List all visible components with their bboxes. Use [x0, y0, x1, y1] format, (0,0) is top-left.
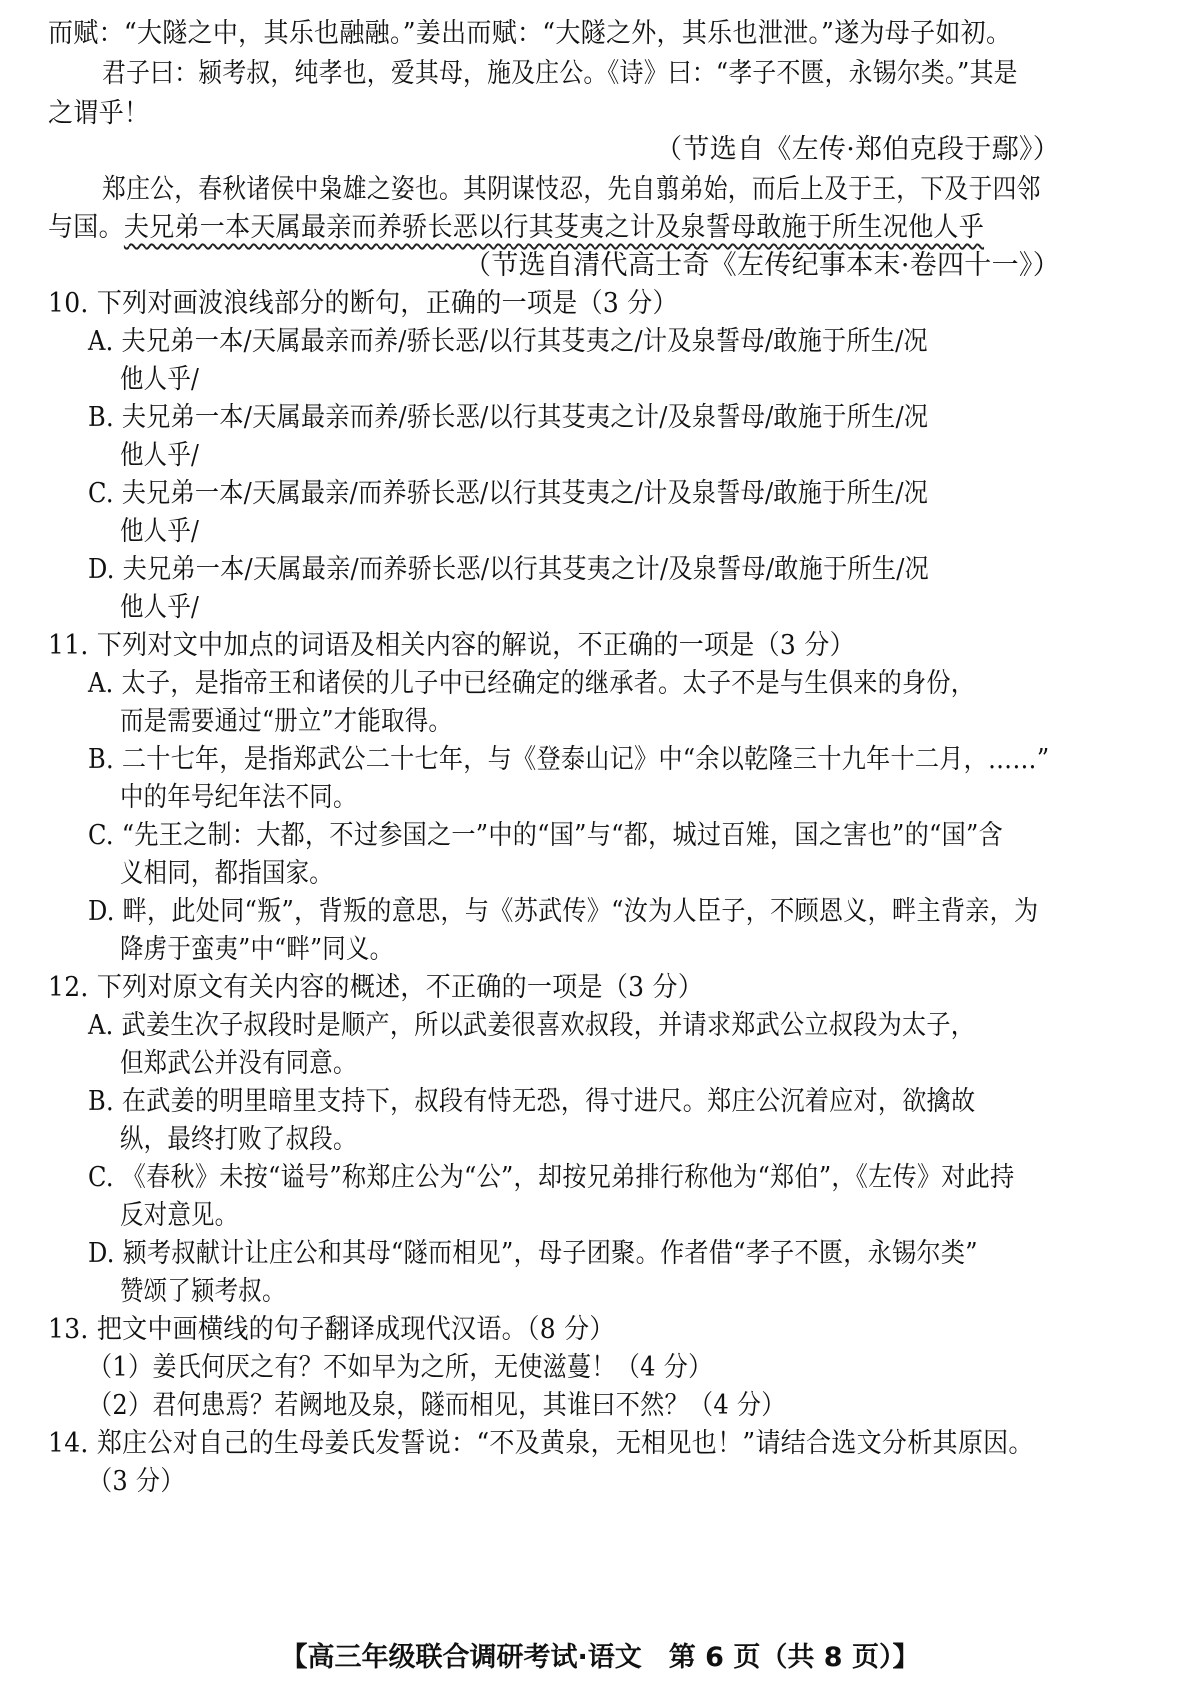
option-a: A. 太子，是指帝王和诸侯的儿子中已经确定的继承者。太子不是与生俱来的身份， [88, 668, 976, 699]
option-c-cont: 义相同，都指国家。 [120, 858, 333, 889]
option-a-cont: 而是需要通过“册立”才能取得。 [120, 706, 453, 737]
question-13-stem: 13. 把文中画横线的句子翻译成现代汉语。（8 分） [48, 1314, 615, 1345]
option-b: B. 在武姜的明里暗里支持下，叔段有恃无恐，得寸进尺。郑庄公沉着应对，欲擒故 [88, 1086, 976, 1117]
option-c-cont: 他人乎/ [120, 516, 200, 547]
question-11-stem: 11. 下列对文中加点的词语及相关内容的解说，不正确的一项是（3 分） [48, 630, 855, 661]
option-b-cont: 中的年号纪年法不同。 [120, 782, 357, 813]
question-10-stem: 10. 下列对画波浪线部分的断句，正确的一项是（3 分） [48, 288, 678, 319]
option-a-cont: 但郑武公并没有同意。 [120, 1048, 357, 1079]
passage-line: 郑庄公，春秋诸侯中枭雄之姿也。其阴谋忮忍，先自翦弟始，而后上及于王，下及于四邻 [102, 174, 1041, 205]
passage-line: 君子曰：颍考叔，纯孝也，爱其母，施及庄公。《诗》曰：“孝子不匮，永锡尔类。”其是 [102, 58, 1018, 89]
passage-line: 而赋：“大隧之中，其乐也融融。”姜出而赋：“大隧之外，其乐也泄泄。”遂为母子如初。 [48, 18, 1012, 49]
option-a: A. 武姜生次子叔段时是顺产，所以武姜很喜欢叔段，并请求郑武公立叔段为太子， [88, 1010, 976, 1041]
option-d: D. 夫兄弟一本/天属最亲/而养骄长恶/以行其芟夷之计/及泉誓母/敢施于所生/况 [88, 554, 930, 585]
page-footer: 【高三年级联合调研考试·语文 第 6 页（共 8 页）】 [280, 1642, 920, 1673]
option-d-cont: 赞颂了颍考叔。 [120, 1276, 286, 1307]
option-c: C. 《春秋》未按“谥号”称郑庄公为“公”，却按兄弟排行称他为“郑伯”，《左传》对此持 [88, 1162, 1015, 1193]
passage-line: 之谓乎！ [48, 98, 150, 129]
passage-line [48, 208, 1160, 248]
question-12-stem: 12. 下列对原文有关内容的概述，不正确的一项是（3 分） [48, 972, 704, 1003]
option-d: D. 畔，此处同“叛”，背叛的意思，与《苏武传》“汝为人臣子，不顾恩义，畔主背亲，为 [88, 896, 1039, 927]
option-c-cont: 反对意见。 [120, 1200, 239, 1231]
option-d-cont: 降虏于蛮夷”中“畔”同义。 [120, 934, 394, 965]
option-b: B. 夫兄弟一本/天属最亲而养/骄长恶/以行其芟夷之计/及泉誓母/敢施于所生/况 [88, 402, 929, 433]
translation-item: （1）姜氏何厌之有？不如早为之所，无使滋蔓！（4 分） [88, 1352, 713, 1383]
question-14-points: （3 分） [88, 1466, 185, 1497]
option-b-cont: 他人乎/ [120, 440, 200, 471]
option-c: C. “先王之制：大都，不过参国之一”中的“国”与“都，城过百雉，国之害也”的“国”含 [88, 820, 1003, 851]
option-b: B. 二十七年，是指郑武公二十七年，与《登泰山记》中“余以乾隆三十九年十二月，……” [88, 744, 1050, 775]
passage-text: 与国。 [48, 212, 124, 243]
source-citation: （节选自清代高士奇《左传纪事本末·卷四十一》） [464, 250, 1060, 281]
wavy-underlined-sentence: 夫兄弟一本天属最亲而养骄长恶以行其芟夷之计及泉誓母敢施于所生况他人乎 [123, 212, 985, 243]
question-14-stem: 14. 郑庄公对自己的生母姜氏发誓说：“不及黄泉，无相见也！”请结合选文分析其原因。 [48, 1428, 1034, 1459]
option-c: C. 夫兄弟一本/天属最亲/而养骄长恶/以行其芟夷之/计及泉誓母/敢施于所生/况 [88, 478, 929, 509]
option-b-cont: 纵，最终打败了叔段。 [120, 1124, 357, 1155]
option-a-cont: 他人乎/ [120, 364, 200, 395]
option-d: D. 颍考叔献计让庄公和其母“隧而相见”，母子团聚。作者借“孝子不匮，永锡尔类” [88, 1238, 978, 1269]
option-d-cont: 他人乎/ [120, 592, 200, 623]
source-citation: （节选自《左传·郑伯克段于鄢》） [655, 134, 1060, 165]
translation-item: （2）君何患焉？若阙地及泉，隧而相见，其谁曰不然？（4 分） [88, 1390, 786, 1421]
option-a: A. 夫兄弟一本/天属最亲而养/骄长恶/以行其芟夷之/计及泉誓母/敢施于所生/况 [88, 326, 928, 357]
